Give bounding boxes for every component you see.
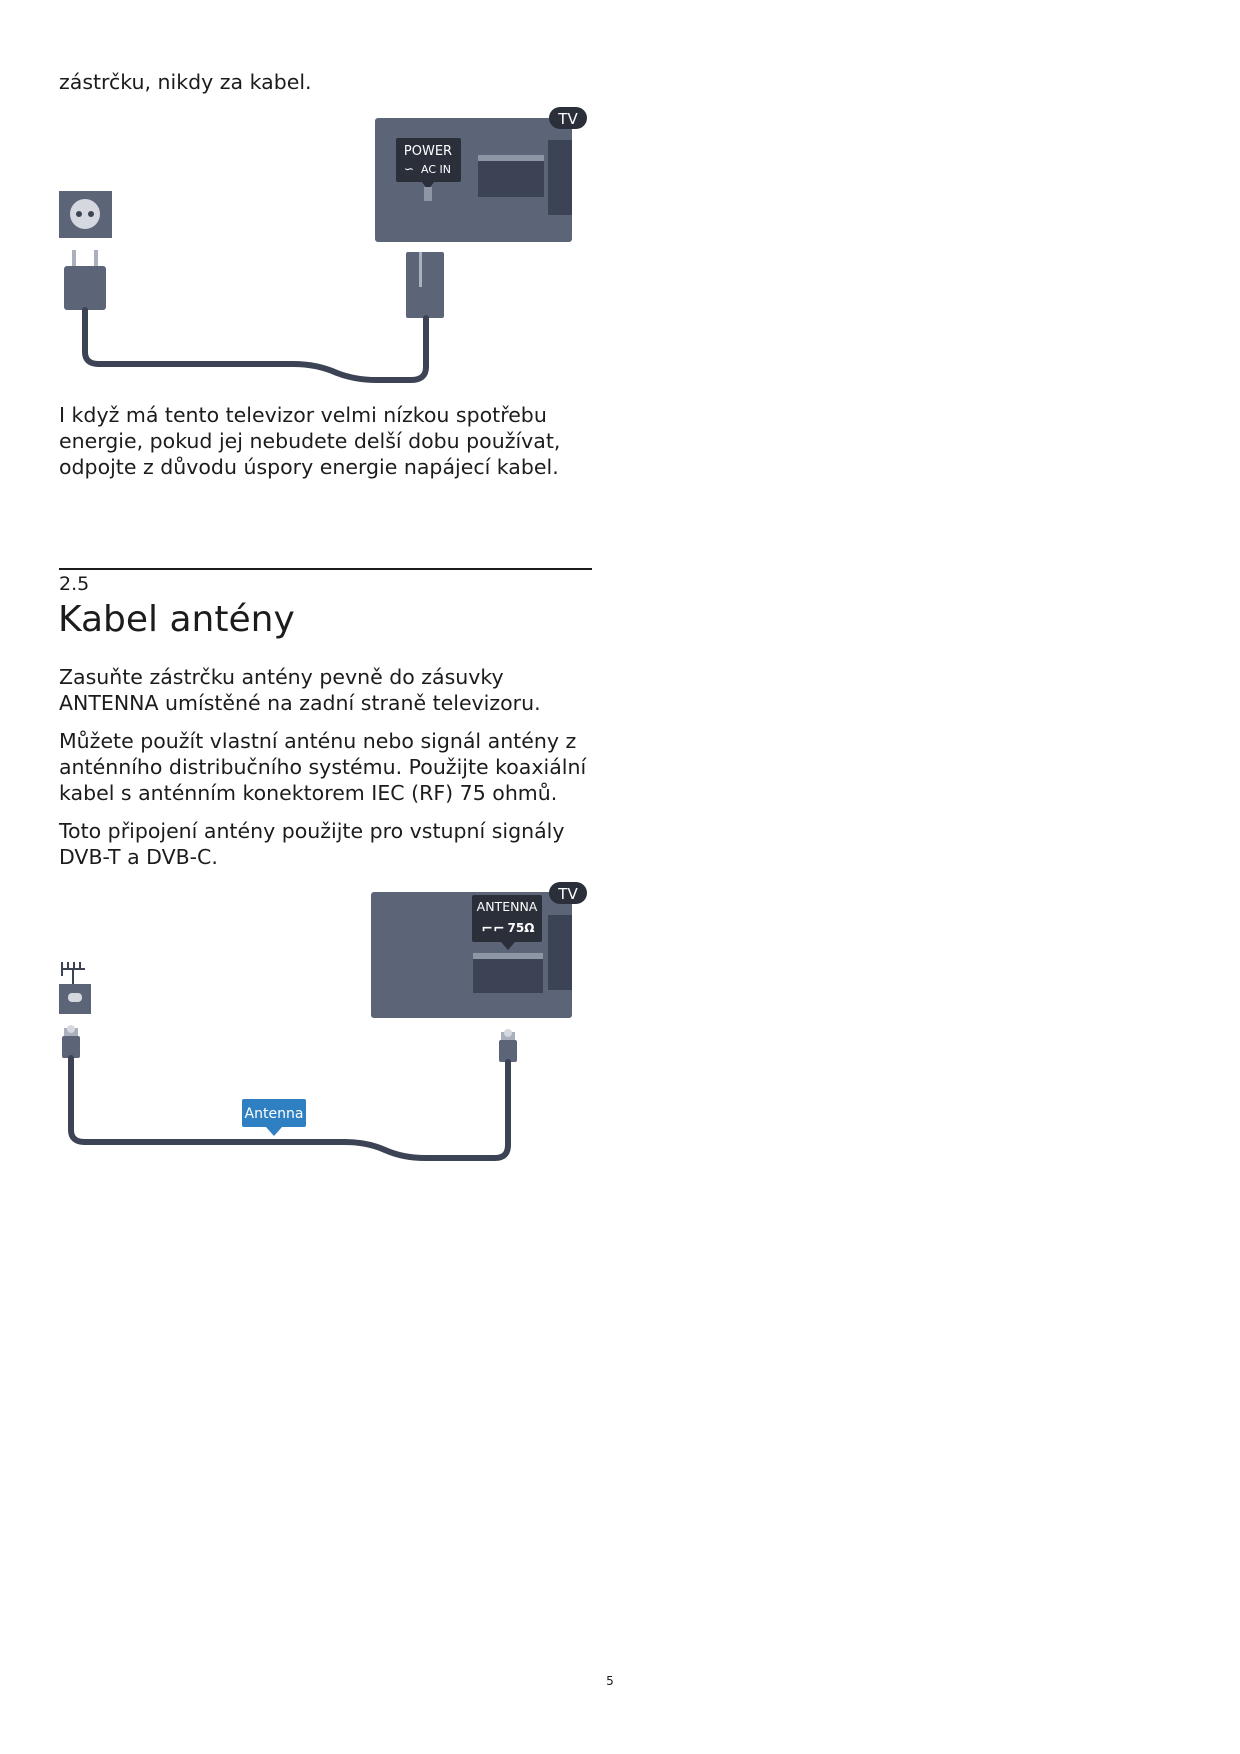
tv-power-connector-icon: [406, 252, 444, 318]
antenna-cable-label-text: Antenna: [244, 1106, 304, 1122]
power-cable-figure: [55, 105, 595, 385]
section-title: Kabel antény: [58, 599, 295, 640]
tv-badge-antenna-text: TV: [558, 885, 578, 903]
coax-symbol-icon: ⌐⌐: [481, 921, 505, 937]
paragraph-antenna-source: Můžete použít vlastní anténu nebo signál antény z anténního distribučního systému. Použijte koaxiální kabel s anténním konektorem IEC (RF) 75 ohmů.: [59, 729, 587, 805]
section-number: 2.5: [59, 573, 90, 595]
antenna-cable-figure: [55, 880, 595, 1165]
paragraph-dvb-signals: Toto připojení antény použijte pro vstupní signály DVB-T a DVB-C.: [59, 819, 565, 869]
antenna-wall-socket-icon: [59, 962, 91, 1014]
page-number: 5: [606, 1674, 614, 1688]
impedance-label: 75Ω: [507, 921, 535, 935]
paragraph-antenna-plug: Zasuňte zástrčku antény pevně do zásuvky ANTENNA umístěné na zadní straně televizoru.: [59, 665, 541, 715]
power-label-line1: POWER: [403, 144, 453, 159]
coax-plug-left-icon: [62, 1025, 80, 1058]
intro-tail-text: zástrčku, nikdy za kabel.: [59, 70, 312, 94]
antenna-label-text: ANTENNA: [476, 899, 538, 914]
power-note-text: I když má tento televizor velmi nízkou spotřebu energie, pokud jej nebudete delší dobu používat, odpojte z důvodu úspory energie napájecí kabel.: [59, 403, 561, 479]
power-plug-icon: [64, 266, 106, 310]
coax-plug-right-icon: [499, 1029, 517, 1062]
power-cable: [85, 310, 426, 380]
tv-badge-text: TV: [558, 110, 578, 128]
power-label-line2: AC IN: [421, 163, 451, 176]
section-divider: [59, 568, 592, 570]
ac-symbol-icon: ∽: [403, 162, 415, 176]
